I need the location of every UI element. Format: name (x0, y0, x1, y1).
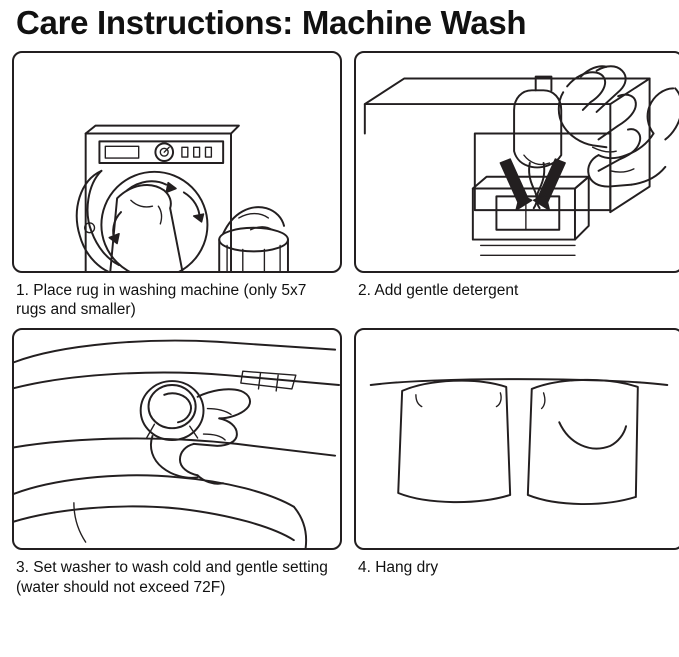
step-4-caption: 4. Hang dry (358, 559, 439, 577)
motion-arrows-icon (109, 181, 203, 243)
detergent-bottle-icon (514, 76, 561, 167)
step-4-illustration (354, 328, 679, 550)
step-4 (354, 328, 679, 598)
laundry-basket-icon (219, 207, 288, 271)
step-3-illustration (12, 328, 342, 550)
towel-right-icon (528, 380, 638, 504)
step-2-caption: 2. Add gentle detergent (358, 281, 519, 299)
step-1-illustration (12, 51, 342, 273)
rug-icon (109, 185, 184, 271)
steps-grid (12, 51, 667, 598)
control-dial-icon (141, 381, 204, 440)
step-1-caption: 1. Place rug in washing machine (only 5x7 rugs and smaller) (16, 281, 307, 319)
washer-door-icon (14, 476, 306, 549)
towel-left-icon (398, 381, 510, 502)
step-3 (12, 328, 342, 598)
step-2-illustration (354, 51, 679, 273)
washer-top-icon (365, 78, 650, 212)
washer-console-icon (14, 341, 339, 456)
detergent-drawer-icon (473, 176, 589, 255)
hand-icon (151, 390, 250, 484)
step-3-caption: 3. Set washer to wash cold and gentle setting (water should not exceed 72F) (16, 559, 328, 597)
step-1 (12, 51, 342, 321)
step-2 (354, 51, 679, 321)
page-title: Care Instructions: Machine Wash (16, 4, 527, 41)
washing-machine-icon (77, 125, 239, 270)
